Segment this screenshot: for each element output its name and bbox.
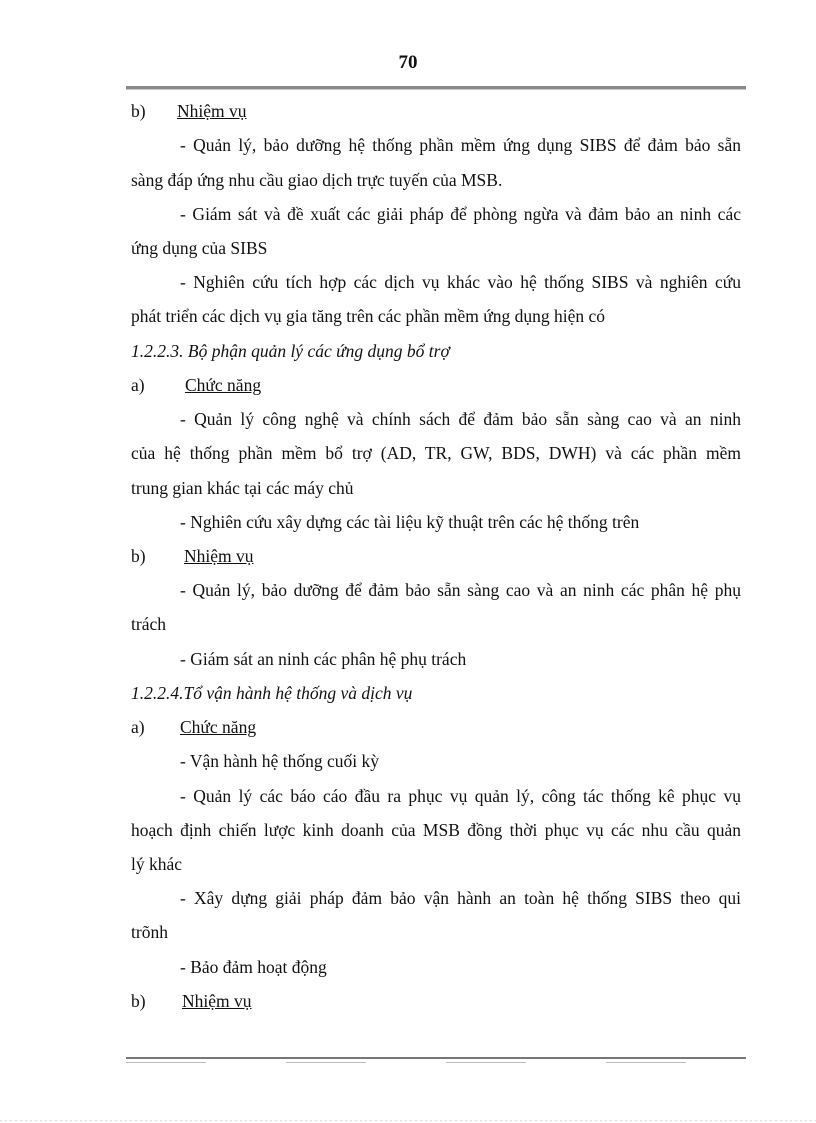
list-label: a) <box>131 375 145 395</box>
page-edge <box>0 1120 816 1121</box>
heading-text: Nhiệm vụ <box>177 101 247 121</box>
paragraph-line: - Giám sát và đề xuất các giải pháp để phòng ngừa và đảm bảo an ninh các <box>180 204 741 224</box>
list-label: b) <box>131 546 146 566</box>
subsection-heading <box>131 990 252 1012</box>
heading-text: Chức năng <box>185 375 262 395</box>
header-rule <box>126 86 746 90</box>
heading-text: Nhiệm vụ <box>182 991 252 1011</box>
paragraph-line: - Xây dựng giải pháp đảm bảo vận hành an toàn hệ thống SIBS theo qui <box>180 888 741 908</box>
section-heading: 1.2.2.4.Tổ vận hành hệ thống và dịch vụ <box>131 683 413 703</box>
heading-text: Chức năng <box>180 717 257 737</box>
paragraph-line: - Quản lý các báo cáo đầu ra phục vụ quản lý, công tác thống kê phục vụ <box>180 786 741 806</box>
footer-rule <box>126 1057 746 1059</box>
list-label: a) <box>131 717 145 737</box>
paragraph-line: sàng đáp ứng nhu cầu giao dịch trực tuyến của MSB. <box>131 170 503 190</box>
heading-text: Nhiệm vụ <box>184 546 254 566</box>
list-label: b) <box>131 101 146 121</box>
footer-rule-decoration <box>126 1062 746 1063</box>
paragraph-line: - Bảo đảm hoạt động <box>180 957 327 977</box>
paragraph-line: - Nghiên cứu tích hợp các dịch vụ khác vào hệ thống SIBS và nghiên cứu <box>180 272 741 292</box>
paragraph-line: của hệ thống phần mềm bổ trợ (AD, TR, GW, BDS, DWH) và các phần mềm <box>131 443 741 463</box>
subsection-heading <box>131 100 247 122</box>
subsection-heading <box>131 545 254 567</box>
paragraph-line: lý khác <box>131 854 183 874</box>
subsection-heading <box>131 716 256 738</box>
paragraph-line: - Quản lý công nghệ và chính sách để đảm bảo sẵn sàng cao và an ninh <box>180 409 741 429</box>
paragraph-line: - Giám sát an ninh các phân hệ phụ trách <box>180 649 467 669</box>
paragraph-line: - Nghiên cứu xây dựng các tài liệu kỹ thuật trên các hệ thống trên <box>180 512 640 532</box>
paragraph-line: trung gian khác tại các máy chủ <box>131 478 354 498</box>
list-label: b) <box>131 991 146 1011</box>
paragraph-line: hoạch định chiến lược kinh doanh của MSB đồng thời phục vụ các nhu cầu quản <box>131 820 741 840</box>
section-heading: 1.2.2.3. Bộ phận quản lý các ứng dụng bổ trợ <box>131 341 450 361</box>
paragraph-line: trách <box>131 614 166 634</box>
paragraph-line: phát triển các dịch vụ gia tăng trên các phần mềm ứng dụng hiện có <box>131 306 606 326</box>
paragraph-line: ứng dụng của SIBS <box>131 238 268 258</box>
subsection-heading <box>131 374 261 396</box>
paragraph-line: trõnh <box>131 922 168 942</box>
page-number: 70 <box>398 52 418 73</box>
paragraph-line: - Quản lý, bảo dưỡng hệ thống phần mềm ứng dụng SIBS để đảm bảo sẵn <box>180 135 741 155</box>
paragraph-line: - Vận hành hệ thống cuối kỳ <box>180 751 379 771</box>
paragraph-line: - Quản lý, bảo dưỡng để đảm bảo sẵn sàng cao và an ninh các phân hệ phụ <box>180 580 741 600</box>
